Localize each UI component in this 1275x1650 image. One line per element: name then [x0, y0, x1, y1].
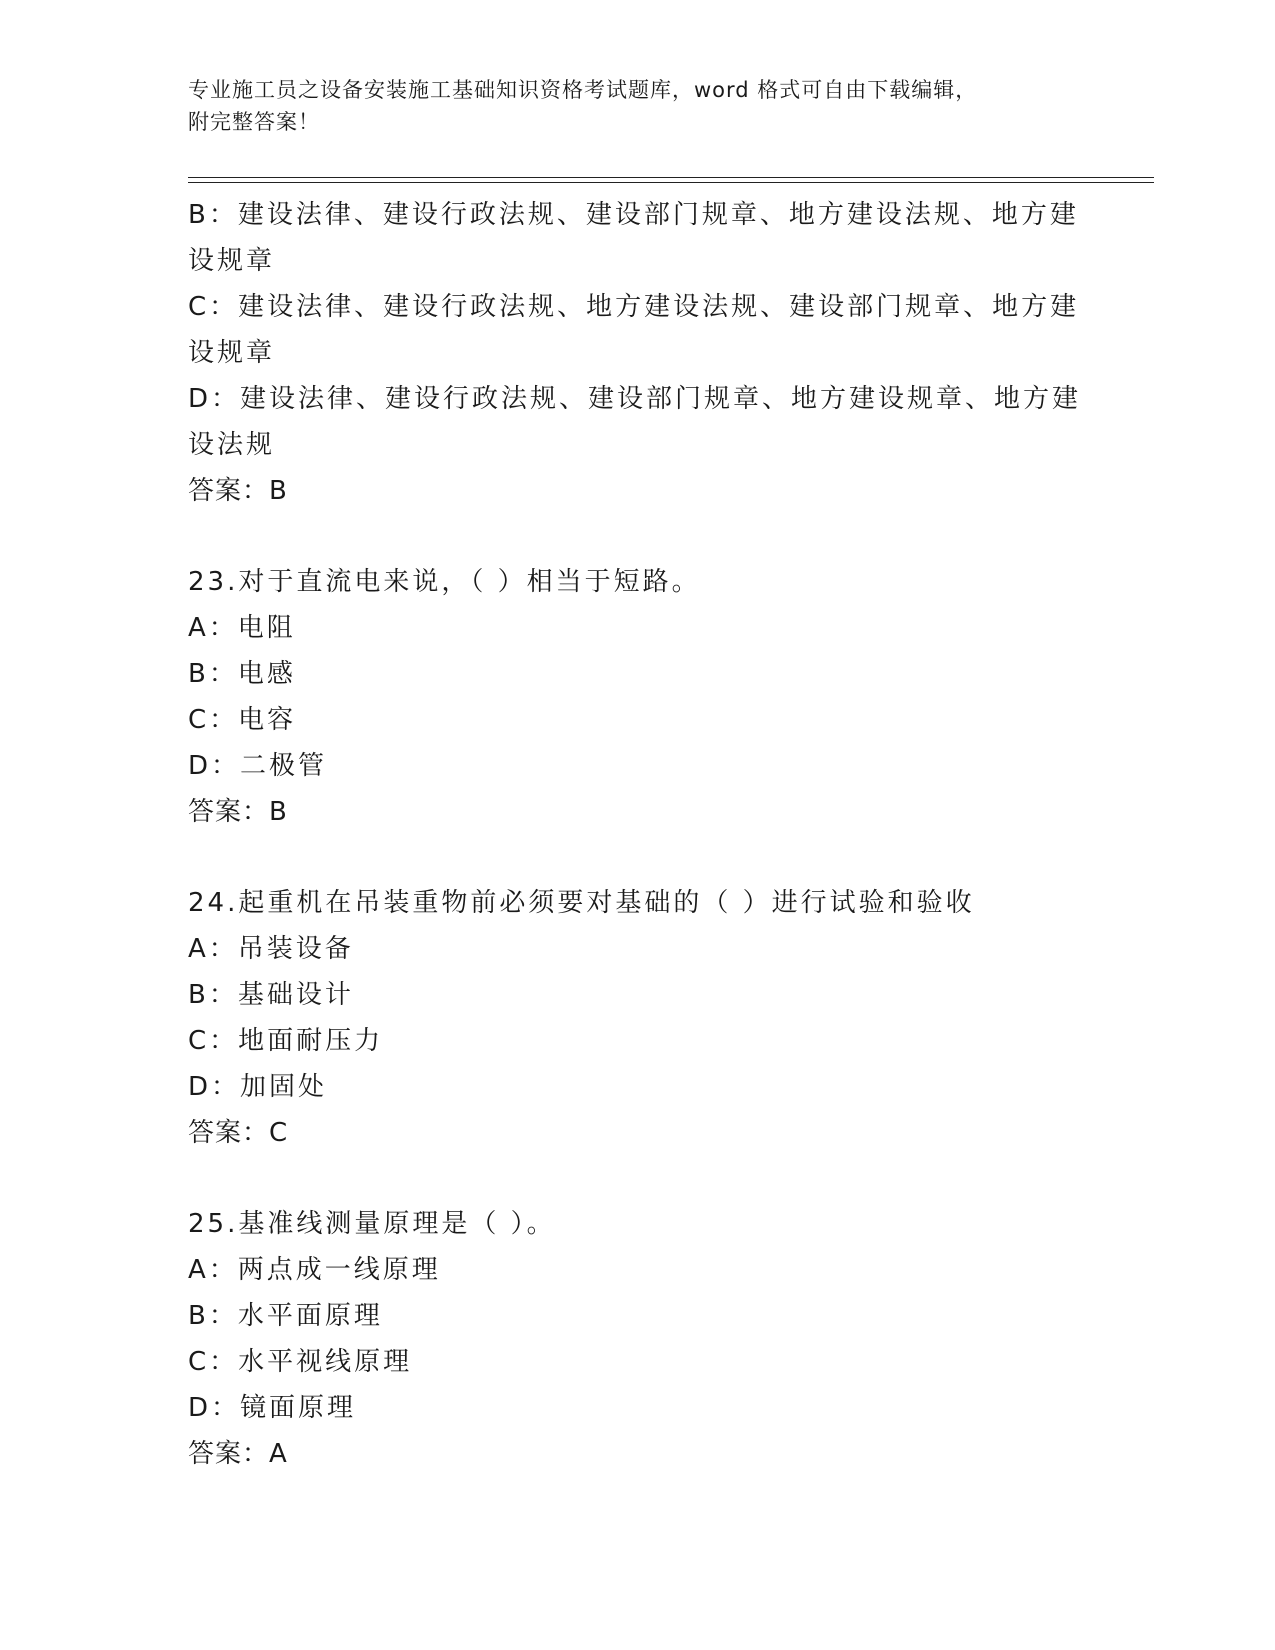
q22-option-d-line-2: 设法规 — [188, 430, 276, 460]
q22-answer: 答案：B — [188, 476, 288, 506]
q22-option-c-line-2: 设规章 — [188, 338, 276, 368]
document-body — [188, 192, 1088, 1477]
q25-answer: 答案：A — [188, 1439, 288, 1469]
question-22-block — [188, 192, 1088, 514]
q22-option-c-line-1: C：建设法律、建设行政法规、地方建设法规、建设部门规章、地方建 — [188, 292, 1080, 322]
q25-option-c: C：水平视线原理 — [188, 1347, 413, 1377]
spacer — [188, 514, 1088, 559]
q23-option-c: C：电容 — [188, 705, 297, 735]
q23-option-a: A：电阻 — [188, 613, 296, 643]
question-24-block — [188, 880, 1088, 1156]
q24-option-a: A：吊装设备 — [188, 934, 354, 964]
q22-option-b-line-1: B：建设法律、建设行政法规、建设部门规章、地方建设法规、地方建 — [188, 200, 1079, 230]
q23-answer: 答案：B — [188, 797, 288, 827]
q23-option-d: D：二极管 — [188, 751, 328, 781]
q23-option-b: B：电感 — [188, 659, 296, 689]
q22-option-d-line-1: D：建设法律、建设行政法规、建设部门规章、地方建设规章、地方建 — [188, 384, 1082, 414]
header-line-2: 附完整答案！ — [188, 110, 320, 134]
q24-option-d: D：加固处 — [188, 1072, 328, 1102]
document-header — [188, 74, 1068, 138]
q25-question: 25.基准线测量原理是（ ）。 — [188, 1209, 556, 1239]
header-divider-bottom — [188, 182, 1154, 183]
q23-question: 23.对于直流电来说，（ ）相当于短路。 — [188, 567, 701, 597]
spacer — [188, 1156, 1088, 1201]
q24-option-b: B：基础设计 — [188, 980, 354, 1010]
header-divider-top — [188, 177, 1154, 178]
question-25-block — [188, 1201, 1088, 1477]
spacer — [188, 835, 1088, 880]
q25-option-a: A：两点成一线原理 — [188, 1255, 441, 1285]
header-line-1: 专业施工员之设备安装施工基础知识资格考试题库，word 格式可自由下载编辑， — [188, 78, 978, 102]
q25-option-b: B：水平面原理 — [188, 1301, 383, 1331]
q25-option-d: D：镜面原理 — [188, 1393, 357, 1423]
question-23-block — [188, 559, 1088, 835]
q22-option-b-line-2: 设规章 — [188, 246, 276, 276]
q24-question: 24.起重机在吊装重物前必须要对基础的（ ）进行试验和验收 — [188, 888, 975, 918]
q24-option-c: C：地面耐压力 — [188, 1026, 384, 1056]
q24-answer: 答案：C — [188, 1118, 289, 1148]
